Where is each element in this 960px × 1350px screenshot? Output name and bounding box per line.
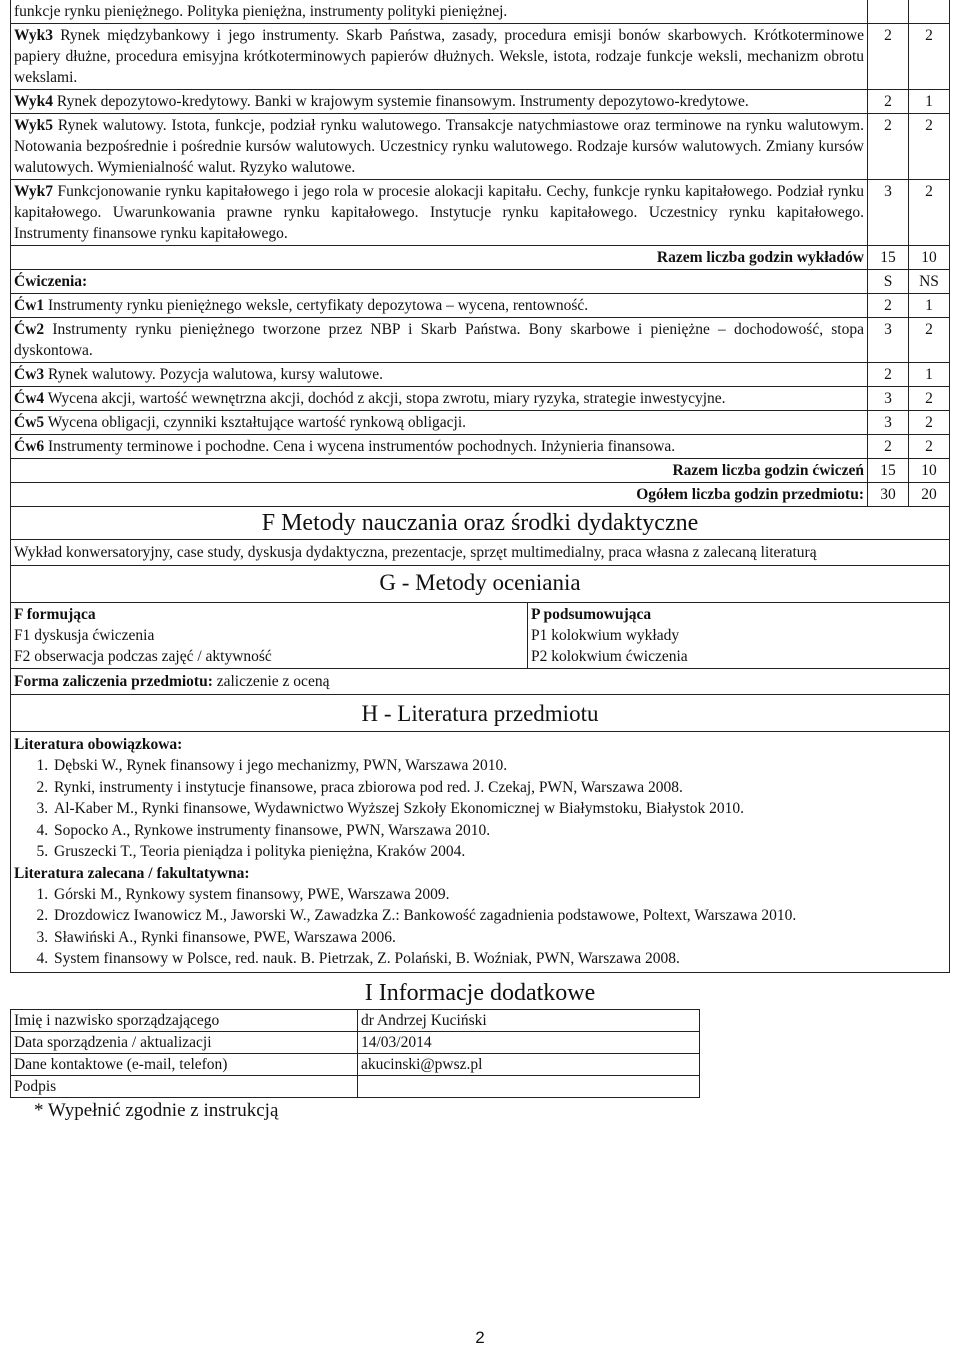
topic-cell bbox=[11, 294, 868, 318]
lectures-total-row bbox=[11, 246, 950, 270]
info-label: Imię i nazwisko sporządzającego bbox=[11, 1009, 358, 1031]
literature-box bbox=[10, 731, 950, 973]
grand-total-ns: 20 bbox=[909, 483, 950, 507]
lectures-total-ns: 10 bbox=[909, 246, 950, 270]
topic-code: Ćw2 bbox=[14, 321, 45, 338]
info-row bbox=[11, 1075, 700, 1097]
summative-p2: P2 kolokwium ćwiczenia bbox=[531, 648, 688, 665]
recommended-lit-header: Literatura zalecana / fakultatywna: bbox=[14, 864, 250, 882]
lectures-total-s: 15 bbox=[868, 246, 909, 270]
form-of-credit-label: Forma zaliczenia przedmiotu: bbox=[14, 673, 213, 690]
literature-item: 3. Sławiński A., Rynki finansowe, PWE, Warszawa 2006. bbox=[52, 927, 946, 949]
topic-text: funkcje rynku pieniężnego. Polityka pieniężna, instrumenty polityki pieniężnej. bbox=[14, 3, 508, 20]
summative-header: P podsumowująca bbox=[531, 606, 652, 623]
topic-code: Ćw1 bbox=[14, 297, 45, 314]
topic-text: Instrumenty rynku pieniężnego weksle, certyfikaty depozytowa – wycena, rentowność. bbox=[44, 297, 589, 314]
hours-ns: 2 bbox=[909, 24, 950, 90]
topic-text: Rynek walutowy. Pozycja walutowa, kursy walutowe. bbox=[44, 366, 384, 383]
formative-header: F formująca bbox=[14, 606, 96, 623]
hours-s: 2 bbox=[868, 363, 909, 387]
info-value bbox=[358, 1075, 700, 1097]
info-value: dr Andrzej Kuciński bbox=[358, 1009, 700, 1031]
table-row bbox=[11, 180, 950, 246]
hours-ns: 2 bbox=[909, 435, 950, 459]
hours-ns: 2 bbox=[909, 114, 950, 180]
table-row bbox=[11, 114, 950, 180]
exercises-header: Ćwiczenia: bbox=[11, 270, 868, 294]
info-row bbox=[11, 1031, 700, 1053]
hours-s: 3 bbox=[868, 387, 909, 411]
form-of-credit-value: zaliczenie z oceną bbox=[212, 673, 330, 690]
topic-code: Ćw6 bbox=[14, 438, 45, 455]
summative-p1: P1 kolokwium wykłady bbox=[531, 627, 680, 644]
literature-item: 1. Górski M., Rynkowy system finansowy, PWE, Warszawa 2009. bbox=[52, 884, 946, 906]
page-number: 2 bbox=[475, 1328, 485, 1347]
formative-column bbox=[11, 603, 528, 668]
info-label: Dane kontaktowe (e-mail, telefon) bbox=[11, 1053, 358, 1075]
hours-ns: 2 bbox=[909, 411, 950, 435]
literature-item: 3. Al-Kaber M., Rynki finansowe, Wydawnictwo Wyższej Szkoły Ekonomicznej w Białymstoku, Białystok 2010. bbox=[52, 798, 946, 820]
table-row bbox=[11, 411, 950, 435]
table-row bbox=[11, 0, 950, 24]
topic-code: Wyk4 bbox=[14, 93, 54, 110]
info-value: 14/03/2014 bbox=[358, 1031, 700, 1053]
exercises-total-ns: 10 bbox=[909, 459, 950, 483]
topic-cell bbox=[11, 318, 868, 363]
literature-item: 2. Rynki, instrumenty i instytucje finansowe, praca zbiorowa pod red. J. Czekaj, PWN, Warszawa 2008. bbox=[52, 777, 946, 799]
info-value: akucinski@pwsz.pl bbox=[358, 1053, 700, 1075]
lectures-total-label: Razem liczba godzin wykładów bbox=[11, 246, 868, 270]
table-row bbox=[11, 387, 950, 411]
exercises-total-s: 15 bbox=[868, 459, 909, 483]
topic-text: Rynek międzybankowy i jego instrumenty. Skarb Państwa, zasady, procedura emisji bonów skarbowych. Krótkoterminowe papiery dłużne, procedura emisyjna krótkoterminowych papierów dłużnych. Weksle, istota, rodzaje funkcje weksli, mechanizm obrotu wekslami. bbox=[14, 27, 864, 86]
topic-text: Wycena obligacji, czynniki kształtujące wartość rynkową obligacji. bbox=[44, 414, 467, 431]
formative-f2: F2 obserwacja podczas zajęć / aktywność bbox=[14, 648, 272, 665]
hours-ns: 2 bbox=[909, 318, 950, 363]
topic-code: Ćw4 bbox=[14, 390, 45, 407]
hours-s: 3 bbox=[868, 411, 909, 435]
topic-cell bbox=[11, 411, 868, 435]
recommended-lit-list bbox=[14, 884, 946, 970]
topic-text: Instrumenty rynku pieniężnego tworzone przez NBP i Skarb Państwa. Bony skarbowe i pieniężne – dochodowość, stopa dyskontowa. bbox=[14, 321, 864, 359]
topic-cell bbox=[11, 0, 868, 24]
grand-total-label: Ogółem liczba godzin przedmiotu: bbox=[11, 483, 868, 507]
table-row bbox=[11, 90, 950, 114]
fill-instruction-note: * Wypełnić zgodnie z instrukcją bbox=[34, 1099, 279, 1121]
section-i-title: I Informacje dodatkowe bbox=[364, 979, 596, 1006]
topic-code: Wyk3 bbox=[14, 27, 54, 44]
hours-ns: 1 bbox=[909, 363, 950, 387]
topic-cell bbox=[11, 387, 868, 411]
document-page bbox=[10, 0, 950, 1122]
hours-s: 2 bbox=[868, 24, 909, 90]
hours-ns: 1 bbox=[909, 90, 950, 114]
table-row bbox=[11, 318, 950, 363]
literature-item: 5. Gruszecki T., Teoria pieniądza i polityka pieniężna, Kraków 2004. bbox=[52, 841, 946, 863]
table-row bbox=[11, 363, 950, 387]
topic-text: Funkcjonowanie rynku kapitałowego i jego rola w procesie alokacji kapitału. Cechy, funkcje rynku kapitałowego. Podział rynku kapitałowego. Uwarunkowania prawne rynku kapitałowego. Instytucje rynku kapitałowego. Uczestnicy rynku kapitałowego. Instrumenty finansowe rynku kapitałowego. bbox=[14, 183, 864, 242]
info-label: Podpis bbox=[11, 1075, 358, 1097]
hours-s: 2 bbox=[868, 294, 909, 318]
hours-s: 3 bbox=[868, 180, 909, 246]
topic-code: Wyk7 bbox=[14, 183, 54, 200]
literature-item: 4. Sopocko A., Rynkowe instrumenty finansowe, PWN, Warszawa 2010. bbox=[52, 820, 946, 842]
assessment-grid bbox=[10, 602, 950, 669]
section-f-title: F Metody nauczania oraz środki dydaktyczne bbox=[10, 507, 950, 539]
section-g-title: G - Metody oceniania bbox=[10, 566, 950, 602]
summative-column bbox=[528, 603, 691, 668]
table-row bbox=[11, 294, 950, 318]
section-f-text: Wykład konwersatoryjny, case study, dyskusja dydaktyczna, prezentacje, sprzęt multimedialny, praca własna z zalecaną literaturą bbox=[10, 539, 950, 566]
hours-ns: 2 bbox=[909, 180, 950, 246]
exercises-header-row bbox=[11, 270, 950, 294]
topic-code: Ćw5 bbox=[14, 414, 45, 431]
exercises-total-row bbox=[11, 459, 950, 483]
info-row bbox=[11, 1053, 700, 1075]
topic-text: Rynek walutowy. Istota, funkcje, podział rynku walutowego. Transakcje natychmiastowe oraz terminowe na rynku walutowym. Notowania bezpośrednie i pośrednie kursów walutowych. Uczestnicy rynku walutowego. Rodzaje kursów walutowych. Zmiany kursów walutowych. Wymienialność walut. Ryzyko walutowe. bbox=[14, 117, 864, 176]
hours-s bbox=[868, 0, 909, 24]
topic-cell bbox=[11, 114, 868, 180]
col-s-header: S bbox=[868, 270, 909, 294]
grand-total-row bbox=[11, 483, 950, 507]
info-row bbox=[11, 1009, 700, 1031]
topic-code: Ćw3 bbox=[14, 366, 45, 383]
topic-code: Wyk5 bbox=[14, 117, 54, 134]
topic-cell bbox=[11, 90, 868, 114]
hours-table bbox=[10, 0, 950, 507]
topic-cell bbox=[11, 24, 868, 90]
info-label: Data sporządzenia / aktualizacji bbox=[11, 1031, 358, 1053]
required-lit-list bbox=[14, 755, 946, 863]
col-ns-header: NS bbox=[909, 270, 950, 294]
formative-f1: F1 dyskusja ćwiczenia bbox=[14, 627, 155, 644]
literature-item: 1. Dębski W., Rynek finansowy i jego mechanizmy, PWN, Warszawa 2010. bbox=[52, 755, 946, 777]
grand-total-s: 30 bbox=[868, 483, 909, 507]
topic-text: Instrumenty terminowe i pochodne. Cena i wycena instrumentów pochodnych. Inżynieria finansowa. bbox=[44, 438, 676, 455]
section-h-title: H - Literatura przedmiotu bbox=[10, 695, 950, 731]
hours-ns: 2 bbox=[909, 387, 950, 411]
info-table bbox=[10, 1009, 700, 1098]
hours-ns bbox=[909, 0, 950, 24]
hours-s: 3 bbox=[868, 318, 909, 363]
exercises-total-label: Razem liczba godzin ćwiczeń bbox=[11, 459, 868, 483]
topic-text: Rynek depozytowo-kredytowy. Banki w krajowym systemie finansowym. Instrumenty depozytowo-kredytowe. bbox=[53, 93, 749, 110]
hours-s: 2 bbox=[868, 114, 909, 180]
hours-ns: 1 bbox=[909, 294, 950, 318]
topic-text: Wycena akcji, wartość wewnętrzna akcji, dochód z akcji, stopa zwrotu, miary ryzyka, strategie inwestycyjne. bbox=[44, 390, 726, 407]
table-row bbox=[11, 435, 950, 459]
topic-cell bbox=[11, 435, 868, 459]
literature-item: 2. Drozdowicz Iwanowicz M., Jaworski W., Zawadzka Z.: Bankowość zagadnienia podstawowe, Poltext, Warszawa 2010. bbox=[52, 905, 946, 927]
literature-item: 4. System finansowy w Polsce, red. nauk. B. Pietrzak, Z. Polański, B. Woźniak, PWN, Warszawa 2008. bbox=[52, 948, 946, 970]
hours-s: 2 bbox=[868, 435, 909, 459]
form-of-credit bbox=[10, 669, 950, 695]
topic-cell bbox=[11, 180, 868, 246]
required-lit-header: Literatura obowiązkowa: bbox=[14, 736, 183, 753]
table-row bbox=[11, 24, 950, 90]
topic-cell bbox=[11, 363, 868, 387]
hours-s: 2 bbox=[868, 90, 909, 114]
